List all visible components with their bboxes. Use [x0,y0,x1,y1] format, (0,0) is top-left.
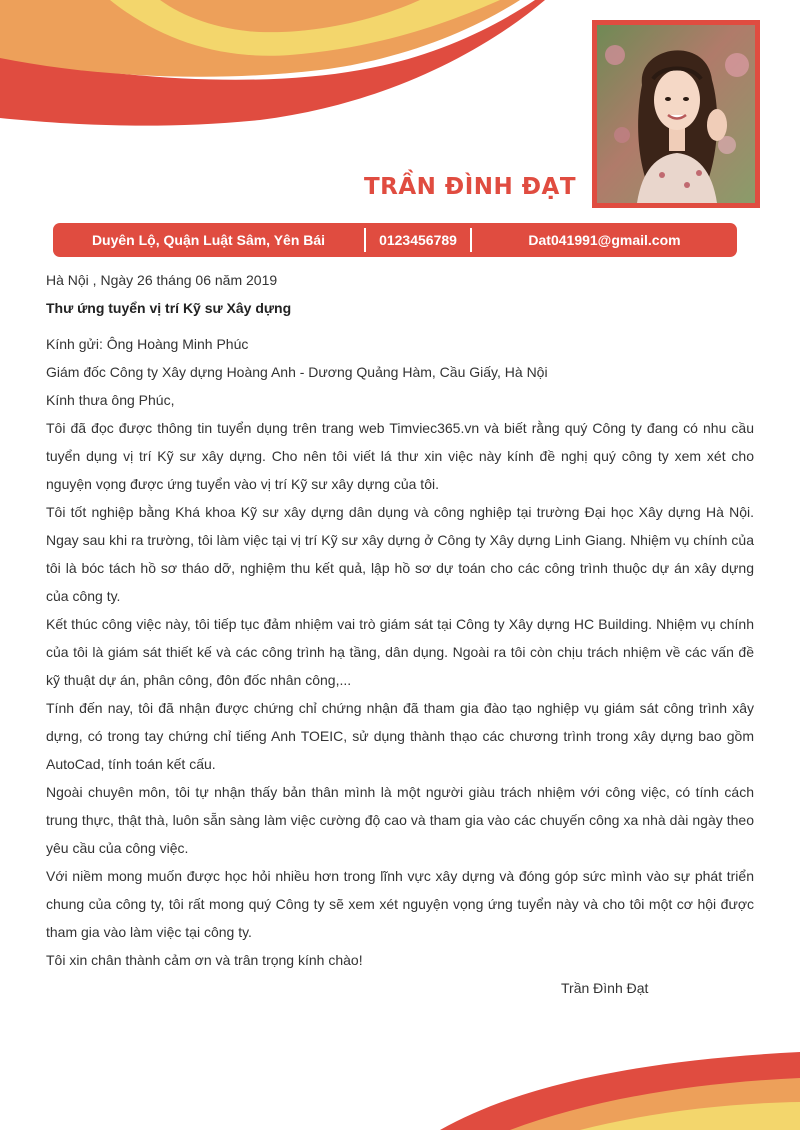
top-wave-red [0,0,545,126]
bottom-wave-yellow [580,1102,800,1130]
signature: Trần Đình Đạt [561,980,649,996]
top-wave-orange [0,0,520,77]
top-wave-yellow [110,0,500,56]
letter-subject: Thư ứng tuyển vị trí Kỹ sư Xây dựng [46,300,292,316]
bottom-wave-orange [510,1078,800,1130]
contact-email: Dat041991@gmail.com [528,232,681,248]
body-paragraph: Với niềm mong muốn được học hỏi nhiều hơn trong lĩnh vực xây dựng và đóng góp sức mình vào sự phát triển chung của công ty, tôi rất mong quý Công ty sẽ xem xét nguyện vọng ứng tuyển này và cho tôi một cơ hội được tham gia vào làm việc tại công ty. [46,868,754,940]
profile-photo-frame [592,20,760,208]
contact-address: Duyên Lộ, Quận Luật Sâm, Yên Bái [91,232,326,248]
bottom-wave-red [440,1052,800,1130]
date-line: Hà Nội , Ngày 26 tháng 06 năm 2019 [46,272,278,288]
recipient-title: Giám đốc Công ty Xây dựng Hoàng Anh - Dương Quảng Hàm, Cầu Giấy, Hà Nội [46,364,548,380]
top-wave-orange-inner [160,0,420,32]
body-paragraph: Tôi đã đọc được thông tin tuyển dụng trên trang web Timviec365.vn và biết rằng quý Công ty đang có nhu cầu tuyển dụng vị trí Kỹ sư xây dựng. Cho nên tôi viết lá thư xin việc này kính đề nghị quý công ty xem xét cho nguyện vọng được ứng tuyển vào vị trí Kỹ sư xây dựng của tôi. [46,420,754,492]
recipient: Kính gửi: Ông Hoàng Minh Phúc [46,336,249,352]
candidate-name: TRẦN ĐÌNH ĐẠT [363,174,577,200]
body-paragraph: Tính đến nay, tôi đã nhận được chứng chỉ chứng nhận đã tham gia đào tạo nghiệp vụ giám sát công trình xây dựng, có trong tay chứng chỉ tiếng Anh TOEIC, sử dụng thành thạo các chương trình trong xây dựng bao gồm AutoCad, tính toán kết cấu. [46,700,754,772]
contact-bar [53,223,737,257]
body-paragraph: Ngoài chuyên môn, tôi tự nhận thấy bản thân mình là một người giàu trách nhiệm với công việc, có tính cách trung thực, thật thà, luôn sẵn sàng làm việc cường độ cao và tham gia vào các chuyến công xa nhà dài ngày theo yêu cầu của công việc. [46,784,754,856]
salutation: Kính thưa ông Phúc, [46,392,175,408]
contact-phone: 0123456789 [379,232,457,248]
body-paragraph: Tôi tốt nghiệp bằng Khá khoa Kỹ sư xây dựng dân dụng và công nghiệp tại trường Đại học Xây dựng Hà Nội. Ngay sau khi ra trường, tôi làm việc tại vị trí Kỹ sư xây dựng ở Công ty Xây dựng Linh Giang. Nhiệm vụ chính của tôi là bóc tách hồ sơ tháo dỡ, nghiệm thu kết quả, lập hồ sơ dự toán cho các công trình thuộc dự án xây dựng của công ty. [46,504,754,604]
body-paragraph: Kết thúc công việc này, tôi tiếp tục đảm nhiệm vai trò giám sát tại Công ty Xây dựng HC Building. Nhiệm vụ chính của tôi là giám sát thiết kế và các công trình hạ tầng, dân dụng. Ngoài ra tôi còn chịu trách nhiệm về các vấn đề kỹ thuật dự án, phân công, đôn đốc nhân công,... [46,616,754,688]
closing: Tôi xin chân thành cảm ơn và trân trọng kính chào! [46,952,363,968]
profile-photo [597,25,755,203]
cover-letter-body [46,266,754,1002]
